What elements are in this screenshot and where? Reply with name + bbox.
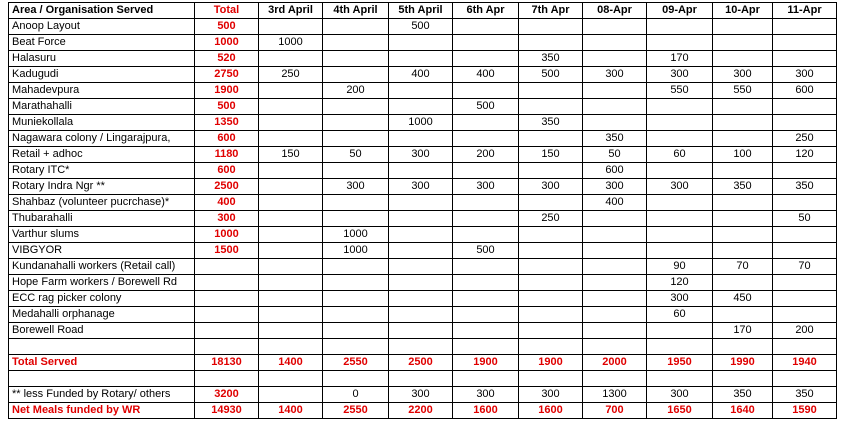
net-meals-cell: 700 bbox=[583, 403, 647, 419]
area-name-cell: Nagawara colony / Lingarajpura, bbox=[9, 131, 195, 147]
area-name-cell: Borewell Road bbox=[9, 323, 195, 339]
date-value-cell bbox=[389, 195, 453, 211]
total-cell: 1900 bbox=[195, 83, 259, 99]
date-value-cell bbox=[583, 211, 647, 227]
date-value-cell: 250 bbox=[519, 211, 583, 227]
area-name-cell: Rotary Indra Ngr ** bbox=[9, 179, 195, 195]
date-value-cell: 300 bbox=[647, 67, 713, 83]
table-row bbox=[9, 99, 837, 115]
date-value-cell bbox=[389, 131, 453, 147]
date-value-cell: 500 bbox=[453, 243, 519, 259]
date-value-cell: 300 bbox=[453, 179, 519, 195]
date-value-cell bbox=[389, 307, 453, 323]
table-row bbox=[9, 163, 837, 179]
date-value-cell bbox=[583, 19, 647, 35]
net-meals-cell: 1590 bbox=[773, 403, 837, 419]
meals-spreadsheet bbox=[8, 2, 836, 419]
date-value-cell bbox=[583, 243, 647, 259]
date-value-cell bbox=[773, 51, 837, 67]
date-value-cell bbox=[519, 323, 583, 339]
less-funded-cell bbox=[259, 387, 323, 403]
date-value-cell: 120 bbox=[773, 147, 837, 163]
date-value-cell bbox=[647, 163, 713, 179]
table-row bbox=[9, 243, 837, 259]
date-value-cell bbox=[323, 99, 389, 115]
date-value-cell: 250 bbox=[773, 131, 837, 147]
date-value-cell bbox=[389, 227, 453, 243]
date-value-cell: 300 bbox=[773, 67, 837, 83]
date-value-cell bbox=[713, 227, 773, 243]
date-value-cell bbox=[713, 115, 773, 131]
date-value-cell bbox=[583, 307, 647, 323]
date-value-cell bbox=[259, 163, 323, 179]
date-value-cell bbox=[323, 323, 389, 339]
date-value-cell: 300 bbox=[647, 291, 713, 307]
date-value-cell: 300 bbox=[389, 179, 453, 195]
total-cell: 1000 bbox=[195, 227, 259, 243]
date-value-cell bbox=[713, 131, 773, 147]
net-meals-cell: 1400 bbox=[259, 403, 323, 419]
total-cell: 400 bbox=[195, 195, 259, 211]
table-row bbox=[9, 291, 837, 307]
header-date: 08-Apr bbox=[583, 3, 647, 19]
date-value-cell bbox=[773, 163, 837, 179]
net-meals-cell: 1650 bbox=[647, 403, 713, 419]
date-value-cell: 200 bbox=[773, 323, 837, 339]
less-funded-cell: 350 bbox=[713, 387, 773, 403]
blank-row bbox=[9, 339, 837, 355]
date-value-cell: 400 bbox=[583, 195, 647, 211]
date-value-cell: 350 bbox=[519, 115, 583, 131]
date-value-cell bbox=[389, 99, 453, 115]
date-value-cell: 170 bbox=[713, 323, 773, 339]
date-value-cell bbox=[647, 243, 713, 259]
date-value-cell bbox=[323, 163, 389, 179]
date-value-cell bbox=[453, 227, 519, 243]
net-meals-cell: 2550 bbox=[323, 403, 389, 419]
date-value-cell bbox=[389, 35, 453, 51]
area-name-cell: Beat Force bbox=[9, 35, 195, 51]
net-meals-cell: 1600 bbox=[453, 403, 519, 419]
date-value-cell: 350 bbox=[519, 51, 583, 67]
header-date: 6th Apr bbox=[453, 3, 519, 19]
date-value-cell bbox=[713, 51, 773, 67]
table-row bbox=[9, 275, 837, 291]
date-value-cell bbox=[389, 291, 453, 307]
date-value-cell bbox=[389, 51, 453, 67]
date-value-cell bbox=[453, 211, 519, 227]
total-cell: 600 bbox=[195, 163, 259, 179]
date-value-cell bbox=[323, 259, 389, 275]
date-value-cell bbox=[259, 195, 323, 211]
table-row bbox=[9, 51, 837, 67]
date-value-cell: 1000 bbox=[323, 243, 389, 259]
total-served-total: 18130 bbox=[195, 355, 259, 371]
header-total: Total bbox=[195, 3, 259, 19]
date-value-cell: 300 bbox=[323, 179, 389, 195]
date-value-cell bbox=[259, 115, 323, 131]
date-value-cell bbox=[323, 51, 389, 67]
date-value-cell bbox=[453, 195, 519, 211]
table-row bbox=[9, 131, 837, 147]
date-value-cell: 600 bbox=[773, 83, 837, 99]
date-value-cell bbox=[259, 211, 323, 227]
table-body bbox=[9, 19, 837, 339]
date-value-cell bbox=[389, 259, 453, 275]
less-funded-label: ** less Funded by Rotary/ others bbox=[9, 387, 195, 403]
date-value-cell bbox=[259, 99, 323, 115]
date-value-cell bbox=[259, 83, 323, 99]
date-value-cell bbox=[773, 19, 837, 35]
date-value-cell: 70 bbox=[713, 259, 773, 275]
date-value-cell bbox=[323, 35, 389, 51]
date-value-cell: 200 bbox=[453, 147, 519, 163]
date-value-cell bbox=[773, 307, 837, 323]
date-value-cell bbox=[389, 211, 453, 227]
date-value-cell: 1000 bbox=[259, 35, 323, 51]
date-value-cell bbox=[713, 243, 773, 259]
date-value-cell bbox=[453, 323, 519, 339]
date-value-cell bbox=[323, 19, 389, 35]
total-served-cell: 1900 bbox=[453, 355, 519, 371]
date-value-cell bbox=[713, 35, 773, 51]
date-value-cell: 500 bbox=[453, 99, 519, 115]
total-served-row bbox=[9, 355, 837, 371]
date-value-cell bbox=[259, 323, 323, 339]
less-funded-cell: 300 bbox=[389, 387, 453, 403]
date-value-cell: 300 bbox=[713, 67, 773, 83]
total-cell bbox=[195, 323, 259, 339]
total-cell: 300 bbox=[195, 211, 259, 227]
date-value-cell bbox=[773, 227, 837, 243]
date-value-cell bbox=[647, 323, 713, 339]
date-value-cell bbox=[647, 35, 713, 51]
total-served-cell: 2500 bbox=[389, 355, 453, 371]
date-value-cell bbox=[647, 211, 713, 227]
net-meals-cell: 1640 bbox=[713, 403, 773, 419]
meals-table bbox=[8, 2, 837, 419]
net-meals-row bbox=[9, 403, 837, 419]
total-cell bbox=[195, 259, 259, 275]
date-value-cell bbox=[647, 227, 713, 243]
total-cell: 600 bbox=[195, 131, 259, 147]
date-value-cell bbox=[647, 19, 713, 35]
total-cell bbox=[195, 291, 259, 307]
area-name-cell: ECC rag picker colony bbox=[9, 291, 195, 307]
header-date: 10-Apr bbox=[713, 3, 773, 19]
date-value-cell: 350 bbox=[773, 179, 837, 195]
date-value-cell: 120 bbox=[647, 275, 713, 291]
total-served-cell: 1940 bbox=[773, 355, 837, 371]
date-value-cell: 600 bbox=[583, 163, 647, 179]
date-value-cell bbox=[773, 243, 837, 259]
less-funded-row bbox=[9, 387, 837, 403]
total-cell: 1180 bbox=[195, 147, 259, 163]
area-name-cell: Hope Farm workers / Borewell Rd bbox=[9, 275, 195, 291]
header-date: 3rd April bbox=[259, 3, 323, 19]
date-value-cell bbox=[453, 163, 519, 179]
table-row bbox=[9, 115, 837, 131]
date-value-cell: 1000 bbox=[389, 115, 453, 131]
header-area: Area / Organisation Served bbox=[9, 3, 195, 19]
header-date: 5th April bbox=[389, 3, 453, 19]
date-value-cell bbox=[583, 275, 647, 291]
date-value-cell: 500 bbox=[389, 19, 453, 35]
date-value-cell: 300 bbox=[519, 179, 583, 195]
date-value-cell bbox=[259, 227, 323, 243]
area-name-cell: Marathahalli bbox=[9, 99, 195, 115]
blank-row bbox=[9, 371, 837, 387]
date-value-cell bbox=[583, 323, 647, 339]
date-value-cell bbox=[773, 195, 837, 211]
date-value-cell bbox=[259, 179, 323, 195]
area-name-cell: Shahbaz (volunteer pucrchase)* bbox=[9, 195, 195, 211]
date-value-cell: 250 bbox=[259, 67, 323, 83]
table-row bbox=[9, 83, 837, 99]
date-value-cell: 550 bbox=[647, 83, 713, 99]
date-value-cell bbox=[323, 307, 389, 323]
table-row bbox=[9, 323, 837, 339]
date-value-cell: 60 bbox=[647, 307, 713, 323]
date-value-cell bbox=[713, 307, 773, 323]
total-served-cell: 1900 bbox=[519, 355, 583, 371]
date-value-cell bbox=[453, 275, 519, 291]
net-meals-label: Net Meals funded by WR bbox=[9, 403, 195, 419]
total-served-cell: 1990 bbox=[713, 355, 773, 371]
table-row bbox=[9, 211, 837, 227]
total-cell bbox=[195, 275, 259, 291]
date-value-cell: 50 bbox=[583, 147, 647, 163]
date-value-cell: 450 bbox=[713, 291, 773, 307]
net-meals-total: 14930 bbox=[195, 403, 259, 419]
date-value-cell bbox=[519, 131, 583, 147]
date-value-cell: 400 bbox=[453, 67, 519, 83]
date-value-cell bbox=[519, 35, 583, 51]
date-value-cell bbox=[259, 243, 323, 259]
date-value-cell bbox=[259, 275, 323, 291]
total-served-cell: 1400 bbox=[259, 355, 323, 371]
date-value-cell: 150 bbox=[259, 147, 323, 163]
date-value-cell bbox=[323, 195, 389, 211]
total-cell bbox=[195, 307, 259, 323]
date-value-cell bbox=[259, 291, 323, 307]
header-row bbox=[9, 3, 837, 19]
less-funded-cell: 350 bbox=[773, 387, 837, 403]
date-value-cell bbox=[583, 51, 647, 67]
date-value-cell bbox=[453, 19, 519, 35]
date-value-cell: 170 bbox=[647, 51, 713, 67]
less-funded-cell: 0 bbox=[323, 387, 389, 403]
date-value-cell bbox=[389, 163, 453, 179]
total-served-cell: 2000 bbox=[583, 355, 647, 371]
date-value-cell: 300 bbox=[583, 67, 647, 83]
date-value-cell bbox=[453, 83, 519, 99]
table-row bbox=[9, 19, 837, 35]
total-cell: 520 bbox=[195, 51, 259, 67]
date-value-cell bbox=[583, 115, 647, 131]
total-cell: 2750 bbox=[195, 67, 259, 83]
date-value-cell bbox=[583, 83, 647, 99]
area-name-cell: Halasuru bbox=[9, 51, 195, 67]
area-name-cell: VIBGYOR bbox=[9, 243, 195, 259]
date-value-cell bbox=[583, 259, 647, 275]
date-value-cell bbox=[323, 275, 389, 291]
table-row bbox=[9, 67, 837, 83]
less-funded-cell: 300 bbox=[453, 387, 519, 403]
date-value-cell bbox=[647, 131, 713, 147]
date-value-cell bbox=[647, 99, 713, 115]
total-cell: 2500 bbox=[195, 179, 259, 195]
date-value-cell bbox=[323, 211, 389, 227]
date-value-cell bbox=[713, 195, 773, 211]
date-value-cell: 50 bbox=[773, 211, 837, 227]
date-value-cell bbox=[519, 83, 583, 99]
area-name-cell: Muniekollala bbox=[9, 115, 195, 131]
date-value-cell bbox=[519, 195, 583, 211]
area-name-cell: Mahadevpura bbox=[9, 83, 195, 99]
date-value-cell bbox=[259, 259, 323, 275]
total-cell: 1350 bbox=[195, 115, 259, 131]
area-name-cell: Varthur slums bbox=[9, 227, 195, 243]
less-funded-total: 3200 bbox=[195, 387, 259, 403]
date-value-cell bbox=[519, 163, 583, 179]
table-row bbox=[9, 195, 837, 211]
date-value-cell bbox=[259, 19, 323, 35]
table-row bbox=[9, 179, 837, 195]
less-funded-cell: 1300 bbox=[583, 387, 647, 403]
date-value-cell bbox=[713, 99, 773, 115]
net-meals-cell: 2200 bbox=[389, 403, 453, 419]
date-value-cell bbox=[519, 243, 583, 259]
date-value-cell bbox=[453, 291, 519, 307]
area-name-cell: Retail + adhoc bbox=[9, 147, 195, 163]
date-value-cell bbox=[713, 275, 773, 291]
net-meals-cell: 1600 bbox=[519, 403, 583, 419]
area-name-cell: Rotary ITC* bbox=[9, 163, 195, 179]
date-value-cell bbox=[647, 195, 713, 211]
date-value-cell bbox=[713, 211, 773, 227]
date-value-cell: 90 bbox=[647, 259, 713, 275]
date-value-cell bbox=[453, 131, 519, 147]
table-row bbox=[9, 147, 837, 163]
header-date: 11-Apr bbox=[773, 3, 837, 19]
date-value-cell bbox=[259, 307, 323, 323]
date-value-cell bbox=[453, 35, 519, 51]
date-value-cell: 400 bbox=[389, 67, 453, 83]
date-value-cell bbox=[323, 291, 389, 307]
table-row bbox=[9, 35, 837, 51]
header-date: 4th April bbox=[323, 3, 389, 19]
date-value-cell bbox=[713, 163, 773, 179]
header-date: 09-Apr bbox=[647, 3, 713, 19]
date-value-cell: 60 bbox=[647, 147, 713, 163]
area-name-cell: Kundanahalli workers (Retail call) bbox=[9, 259, 195, 275]
date-value-cell bbox=[773, 115, 837, 131]
date-value-cell: 200 bbox=[323, 83, 389, 99]
date-value-cell bbox=[519, 259, 583, 275]
date-value-cell bbox=[647, 115, 713, 131]
summary-body bbox=[9, 339, 837, 419]
total-cell: 1500 bbox=[195, 243, 259, 259]
area-name-cell: Anoop Layout bbox=[9, 19, 195, 35]
less-funded-cell: 300 bbox=[647, 387, 713, 403]
area-name-cell: Medahalli orphanage bbox=[9, 307, 195, 323]
date-value-cell bbox=[389, 243, 453, 259]
date-value-cell: 150 bbox=[519, 147, 583, 163]
date-value-cell: 300 bbox=[583, 179, 647, 195]
date-value-cell bbox=[519, 227, 583, 243]
table-row bbox=[9, 307, 837, 323]
date-value-cell bbox=[583, 291, 647, 307]
date-value-cell bbox=[773, 99, 837, 115]
date-value-cell: 350 bbox=[713, 179, 773, 195]
date-value-cell bbox=[519, 19, 583, 35]
total-cell: 1000 bbox=[195, 35, 259, 51]
table-row bbox=[9, 227, 837, 243]
date-value-cell bbox=[583, 227, 647, 243]
date-value-cell bbox=[259, 51, 323, 67]
date-value-cell bbox=[323, 67, 389, 83]
date-value-cell bbox=[389, 275, 453, 291]
total-served-cell: 2550 bbox=[323, 355, 389, 371]
date-value-cell: 300 bbox=[647, 179, 713, 195]
date-value-cell bbox=[389, 323, 453, 339]
date-value-cell bbox=[519, 99, 583, 115]
date-value-cell bbox=[453, 115, 519, 131]
total-served-label: Total Served bbox=[9, 355, 195, 371]
date-value-cell bbox=[773, 275, 837, 291]
table-row bbox=[9, 259, 837, 275]
date-value-cell bbox=[259, 131, 323, 147]
area-name-cell: Thubarahalli bbox=[9, 211, 195, 227]
date-value-cell bbox=[453, 259, 519, 275]
date-value-cell bbox=[453, 307, 519, 323]
area-name-cell: Kadugudi bbox=[9, 67, 195, 83]
date-value-cell bbox=[453, 51, 519, 67]
total-served-cell: 1950 bbox=[647, 355, 713, 371]
date-value-cell: 1000 bbox=[323, 227, 389, 243]
header-date: 7th Apr bbox=[519, 3, 583, 19]
date-value-cell bbox=[773, 35, 837, 51]
date-value-cell: 300 bbox=[389, 147, 453, 163]
date-value-cell: 100 bbox=[713, 147, 773, 163]
total-cell: 500 bbox=[195, 19, 259, 35]
date-value-cell bbox=[323, 115, 389, 131]
date-value-cell: 350 bbox=[583, 131, 647, 147]
date-value-cell bbox=[583, 99, 647, 115]
date-value-cell bbox=[519, 291, 583, 307]
date-value-cell bbox=[519, 307, 583, 323]
date-value-cell bbox=[519, 275, 583, 291]
date-value-cell: 500 bbox=[519, 67, 583, 83]
date-value-cell: 50 bbox=[323, 147, 389, 163]
date-value-cell bbox=[389, 83, 453, 99]
date-value-cell bbox=[583, 35, 647, 51]
date-value-cell: 550 bbox=[713, 83, 773, 99]
total-cell: 500 bbox=[195, 99, 259, 115]
date-value-cell: 70 bbox=[773, 259, 837, 275]
date-value-cell bbox=[713, 19, 773, 35]
date-value-cell bbox=[773, 291, 837, 307]
less-funded-cell: 300 bbox=[519, 387, 583, 403]
date-value-cell bbox=[323, 131, 389, 147]
